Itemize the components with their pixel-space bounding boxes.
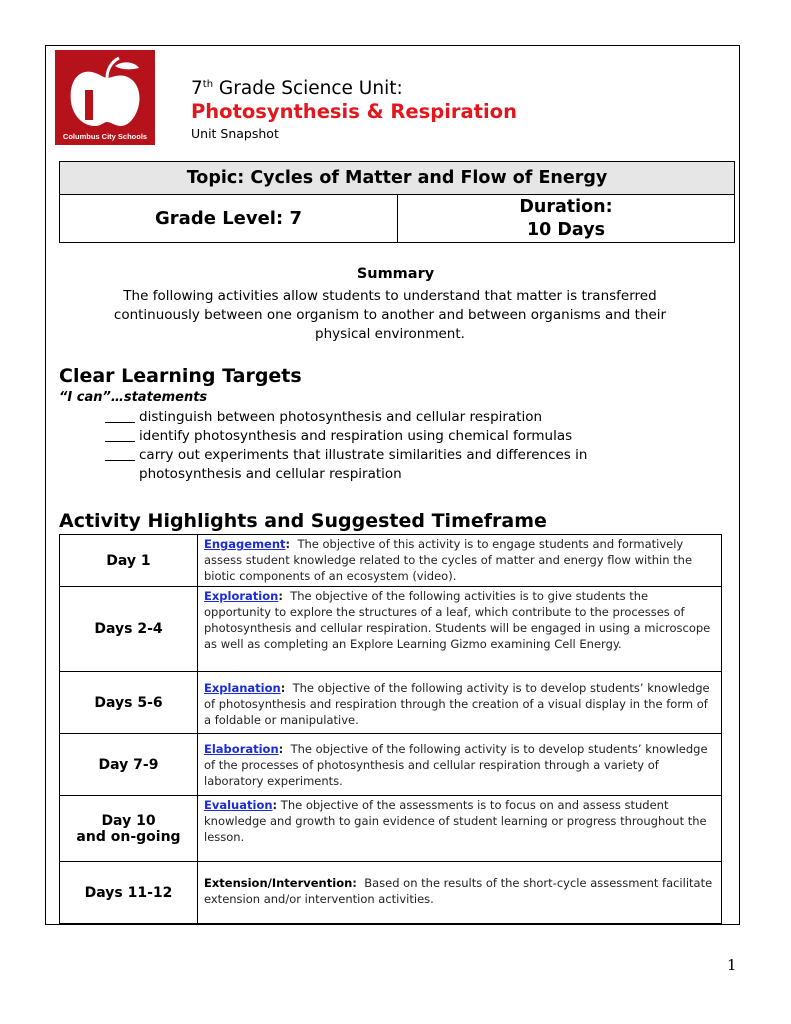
learning-target-item — [105, 408, 639, 429]
day-label: Day 10 — [101, 812, 156, 829]
page-number: 1 — [727, 956, 737, 974]
duration — [398, 195, 734, 243]
table-row — [60, 535, 722, 587]
description-text: The objective of the following activity is to develop students’ knowledge of the processes of photosynthesis and cellular respiration through a variety of laboratory experiments. — [204, 742, 708, 788]
day-label-continued: and on-going — [76, 828, 181, 845]
day-cell: Days 2-4 — [60, 587, 198, 672]
learning-target-item — [105, 446, 629, 484]
learning-target-text: distinguish between photosynthesis and cellular respiration — [139, 409, 543, 425]
grade-level: Grade Level: 7 — [60, 195, 398, 242]
checkbox-blank — [105, 446, 135, 461]
description-cell: Exploration: The objective of the following activities is to give students the opportunity to explore the structures of a leaf, which contribute to the processes of photosynthesis and cellular respiration. Students will be engaged in using a microscope as well as completing an Explore Learning Gizmo examining Cell Energy. — [198, 587, 722, 672]
learning-targets-heading: Clear Learning Targets — [59, 365, 302, 387]
description-cell: Engagement: The objective of this activity is to engage students and formatively assess student knowledge related to the cycles of matter and energy flow within the biotic components of an ecosystem (video). — [198, 535, 722, 587]
activities-heading: Activity Highlights and Suggested Timeframe — [59, 510, 547, 532]
learning-target-text: identify photosynthesis and respiration using chemical formulas — [139, 428, 573, 444]
activities-table — [59, 534, 722, 924]
day-cell: Day 1 — [60, 535, 198, 587]
phase-link-elaboration[interactable]: Elaboration — [204, 742, 279, 756]
table-row — [60, 672, 722, 734]
unit-subtitle: Unit Snapshot — [191, 126, 279, 141]
day-cell: Day 7-9 — [60, 734, 198, 796]
summary-text: The following activities allow students to understand that matter is transferred continuously between one organism to another and between organisms and their physical environment. — [113, 288, 667, 342]
description-cell: Explanation: The objective of the following activity is to develop students’ knowledge of photosynthesis and respiration through the creation of a visual display in the form of a foldable or manipulative. — [198, 672, 722, 734]
columbus-city-schools-logo — [55, 50, 155, 145]
checkbox-blank — [105, 408, 135, 423]
table-row — [60, 587, 722, 672]
description-cell: Evaluation: The objective of the assessments is to focus on and assess student knowledge and growth to gain evidence of student learning or progress throughout the lesson. — [198, 796, 722, 862]
description-cell: Extension/Intervention: Based on the results of the short-cycle assessment facilitate extension and/or intervention activities. — [198, 862, 722, 924]
topic-table — [59, 161, 735, 243]
grade-suffix: Grade Science Unit: — [213, 78, 403, 99]
topic-heading: Topic: Cycles of Matter and Flow of Energy — [60, 162, 734, 195]
phase-link-exploration[interactable]: Exploration — [204, 589, 279, 603]
checkbox-blank — [105, 427, 135, 442]
logo-text: Columbus City Schools — [62, 132, 148, 141]
description-text: Based on the results of the short-cycle assessment facilitate extension and/or intervention activities. — [204, 876, 713, 906]
grade-number: 7 — [191, 78, 203, 99]
description-text: The objective of the following activity is to develop students’ knowledge of photosynthesis and respiration through the creation of a visual display in the form of a foldable or manipulative. — [204, 681, 710, 727]
description-text: The objective of the following activities is to give students the opportunity to explore the structures of a leaf, which contribute to the processes of photosynthesis and cellular respiration. Students will be engaged in using a microscope as well as completing an Explore Learning Gizmo examining Cell Energy. — [204, 589, 711, 651]
description-text: The objective of this activity is to engage students and formatively assess student knowledge related to the cycles of matter and energy flow within the biotic components of an ecosystem (video). — [204, 537, 693, 583]
description-cell: Elaboration: The objective of the following activity is to develop students’ knowledge of the processes of photosynthesis and cellular respiration through a variety of laboratory experiments. — [198, 734, 722, 796]
duration-label: Duration: — [519, 197, 613, 217]
phase-link-evaluation[interactable]: Evaluation — [204, 798, 273, 812]
description-text: The objective of the assessments is to focus on and assess student knowledge and growth to gain evidence of student learning or progress throughout the lesson. — [204, 798, 707, 844]
phase-link-engagement[interactable]: Engagement — [204, 537, 286, 551]
learning-target-item — [105, 427, 639, 448]
table-row — [60, 796, 722, 862]
summary-heading: Summary — [356, 266, 435, 282]
unit-grade-heading — [191, 78, 403, 99]
day-cell: Days 5-6 — [60, 672, 198, 734]
day-cell: Days 11-12 — [60, 862, 198, 924]
day-cell — [60, 796, 198, 862]
phase-label-extension: Extension/Intervention — [204, 876, 353, 890]
unit-title: Photosynthesis & Respiration — [191, 100, 517, 123]
learning-target-text: carry out experiments that illustrate similarities and differences in photosynthesis and cellular respiration — [139, 447, 588, 482]
table-row — [60, 862, 722, 924]
table-row — [60, 734, 722, 796]
phase-link-explanation[interactable]: Explanation — [204, 681, 281, 695]
grade-superscript: th — [202, 78, 214, 90]
i-can-subheading: “I can”…statements — [59, 390, 208, 405]
duration-value: 10 Days — [526, 220, 606, 240]
